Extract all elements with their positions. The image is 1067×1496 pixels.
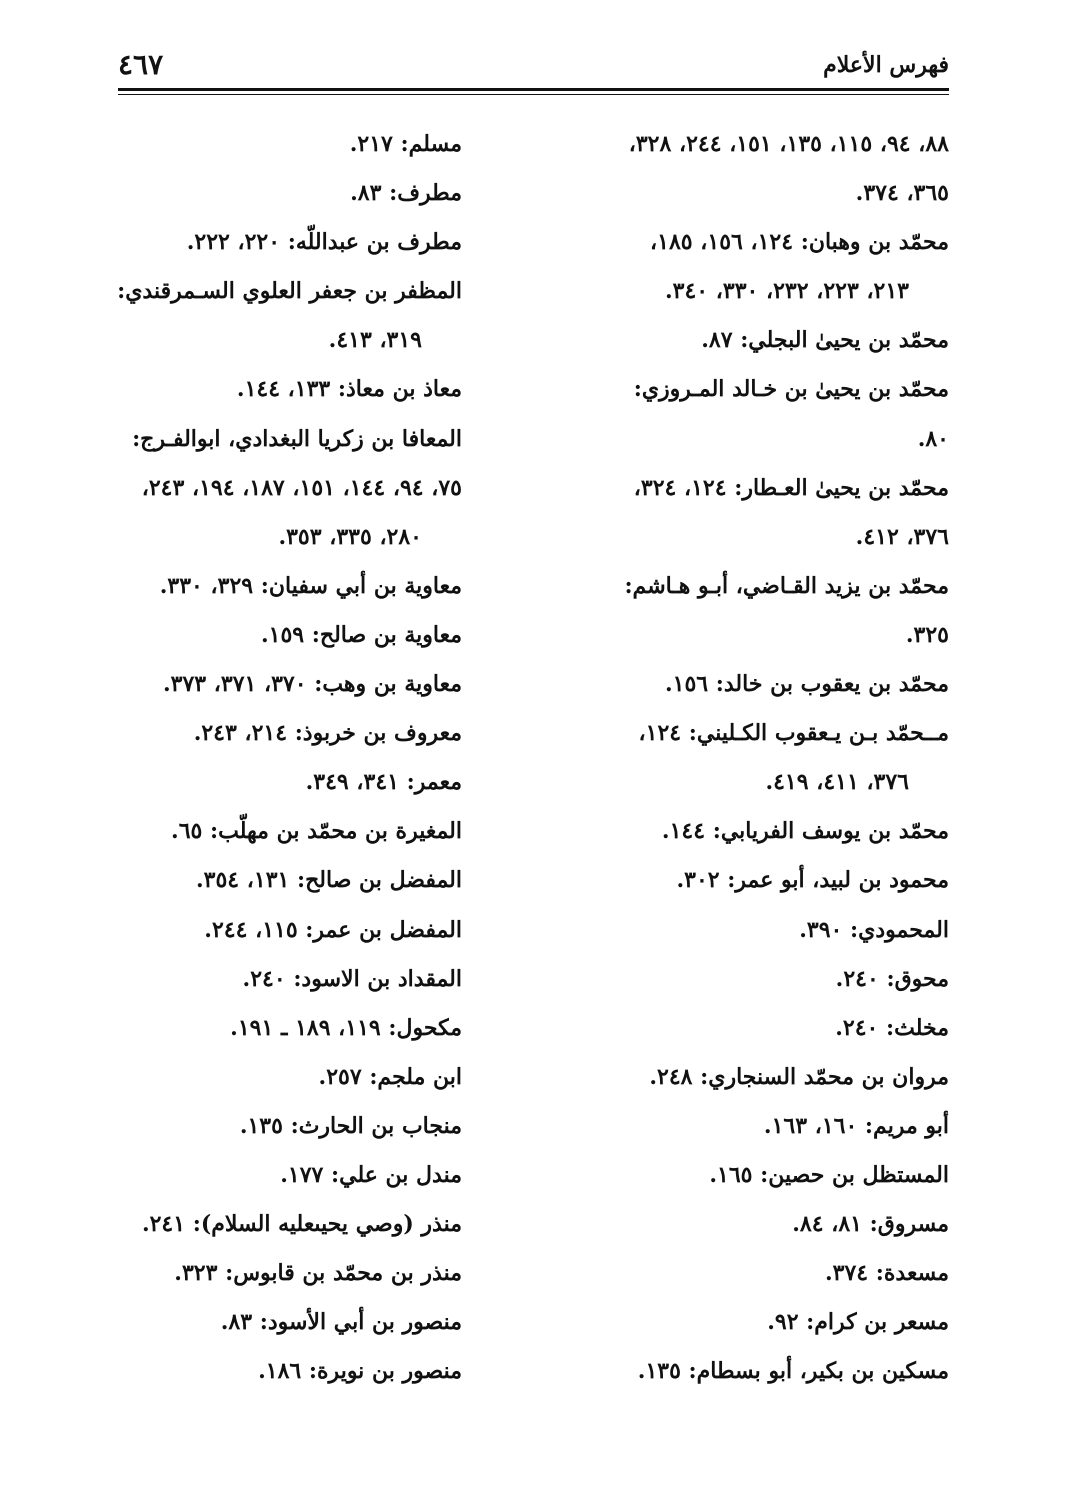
index-entry-line: مسعدة: ٣٧٤. <box>824 1260 949 1287</box>
index-entry-line: المغيرة بن محمّد بن مهلّب: ٦٥. <box>171 818 462 845</box>
index-entry-line: أبو مريم: ١٦٠، ١٦٣. <box>763 1112 949 1139</box>
index-entry-line: المفضل بن عمر: ١١٥، ٢٤٤. <box>204 916 462 943</box>
index-entry-line: ٣٦٥، ٣٧٤. <box>855 180 949 207</box>
index-entry-line: محمود بن لبيد، أبو عمر: ٣٠٢. <box>676 867 949 894</box>
index-entry-line: مــحمّد بـن يـعقوب الكـليني: ١٢٤، <box>638 720 949 747</box>
index-entry-line: المحمودي: ٣٩٠. <box>799 916 949 943</box>
index-entry-line: معروف بن خربوذ: ٢١٤، ٢٤٣. <box>193 720 462 747</box>
index-entry-line: المفضل بن صالح: ١٣١، ٣٥٤. <box>195 867 462 894</box>
index-entry-line: مسلم: ٢١٧. <box>349 131 462 157</box>
index-entry-line: ٣١٩، ٤١٣. <box>328 327 422 354</box>
page-number: ٤٦٧ <box>118 48 164 81</box>
index-entry-line: مندل بن علي: ١٧٧. <box>280 1161 462 1188</box>
index-entry-line: المعافا بن زكريا البغدادي، ابوالفـرج: <box>132 425 462 452</box>
index-entry-line: مسكين بن بكير، أبو بسطام: ١٣٥. <box>637 1358 949 1385</box>
index-entry-line: مسروق: ٨١، ٨٤. <box>792 1211 949 1238</box>
index-entry-line: محمّد بن يحيىٰ العـطار: ١٢٤، ٣٢٤، <box>633 474 949 501</box>
index-entry-line: المظفر بن جعفر العلوي السـمرقندي: <box>117 278 462 305</box>
index-entry-line: مخلث: ٢٤٠. <box>835 1014 949 1041</box>
index-entry-line: ٢١٣، ٢٢٣، ٢٣٢، ٣٣٠، ٣٤٠. <box>665 278 909 305</box>
index-entry-line: محوق: ٢٤٠. <box>835 965 949 992</box>
header-rule-thin <box>118 94 949 95</box>
index-entry-line: مروان بن محمّد السنجاري: ٢٤٨. <box>649 1063 949 1090</box>
index-entry-line: محمّد بن يزيد القـاضي، أبـو هـاشم: <box>624 572 949 599</box>
index-entry-line: مسعر بن كرام: ٩٢. <box>767 1309 949 1336</box>
index-entry-line: ٨٠. <box>917 425 949 452</box>
index-entry-line: مطرف: ٨٣. <box>350 180 462 207</box>
page-header <box>118 48 949 88</box>
index-entry-line: منذر (وصي يحيىعليه السلام): ٢٤١. <box>141 1211 462 1238</box>
index-entry-line: معمر: ٣٤١، ٣٤٩. <box>305 769 462 796</box>
index-entry-line: ٧٥، ٩٤، ١٤٤، ١٥١، ١٨٧، ١٩٤، ٢٤٣، <box>141 474 462 501</box>
index-entry-line: محمّد بن وهبان: ١٢٤، ١٥٦، ١٨٥، <box>650 229 949 256</box>
index-entry-line: ٣٧٦، ٤١٢. <box>855 523 949 550</box>
index-entry-line: ابن ملجم: ٢٥٧. <box>318 1063 462 1090</box>
index-entry-line: مطرف بن عبداللّه: ٢٢٠، ٢٢٢. <box>186 229 462 256</box>
index-entry-line: المقداد بن الاسود: ٢٤٠. <box>242 965 462 992</box>
index-entry-line: منذر بن محمّد بن قابوس: ٣٢٣. <box>174 1260 462 1287</box>
index-entry-line: معاذ بن معاذ: ١٣٣، ١٤٤. <box>236 376 462 403</box>
index-entry-line: معاوية بن أبي سفيان: ٣٢٩، ٣٣٠. <box>159 572 462 599</box>
index-entry-line: منجاب بن الحارث: ١٣٥. <box>239 1112 462 1139</box>
index-entry-line: معاوية بن وهب: ٣٧٠، ٣٧١، ٣٧٣. <box>162 671 462 698</box>
index-entry-line: ٣٧٦، ٤١١، ٤١٩. <box>765 769 909 796</box>
index-entry-line: محمّد بن يحيىٰ البجلي: ٨٧. <box>701 327 949 354</box>
index-entry-line: مكحول: ١١٩، ١٨٩ ـ ١٩١. <box>230 1014 462 1041</box>
right-column <box>539 120 949 1396</box>
index-entry-line: محمّد بن يعقوب بن خالد: ١٥٦. <box>664 671 949 698</box>
header-rule-thick <box>118 88 949 91</box>
index-entry-line: منصور بن نويرة: ١٨٦. <box>258 1358 462 1385</box>
index-entry-line: ٨٨، ٩٤، ١١٥، ١٣٥، ١٥١، ٢٤٤، ٣٢٨، <box>628 131 949 157</box>
index-entry-line: المستظل بن حصين: ١٦٥. <box>709 1161 949 1188</box>
index-entry-line: معاوية بن صالح: ١٥٩. <box>260 621 462 648</box>
index-entry-line: منصور بن أبي الأسود: ٨٣. <box>220 1309 462 1336</box>
left-column <box>112 120 462 1396</box>
running-title: فهرس الأعلام <box>823 52 949 78</box>
index-entry-line: ٣٢٥. <box>905 621 949 648</box>
index-entry-line: محمّد بن يحيىٰ بن خـالد المـروزي: <box>633 376 949 403</box>
index-entry-line: ٢٨٠، ٣٣٥، ٣٥٣. <box>278 523 422 550</box>
index-entry-line: محمّد بن يوسف الفريابي: ١٤٤. <box>661 818 949 845</box>
